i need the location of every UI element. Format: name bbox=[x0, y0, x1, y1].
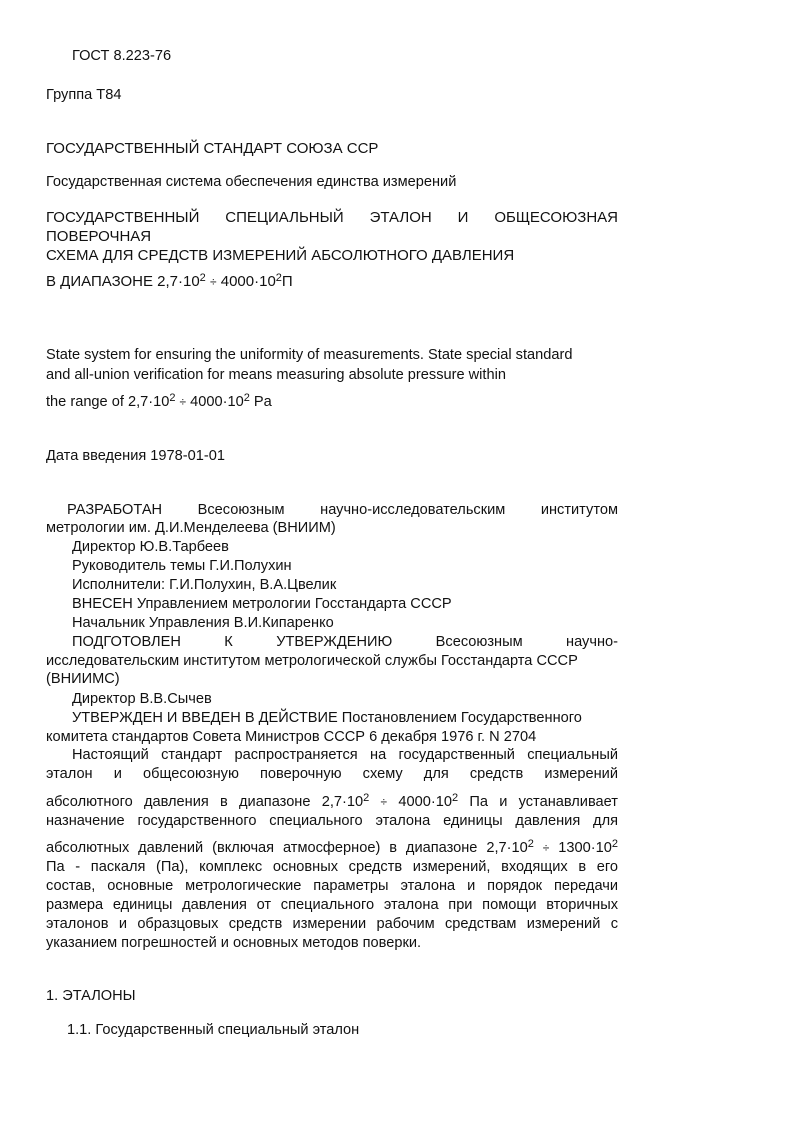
credits-head: Начальник Управления В.И.Кипаренко bbox=[72, 615, 334, 631]
credits-approved-line1: УТВЕРЖДЕН И ВВЕДЕН В ДЕЙСТВИЕ Постановлением Государственного bbox=[72, 710, 582, 726]
exponent: 2 bbox=[611, 838, 618, 850]
range-divider: ÷ bbox=[179, 395, 187, 409]
exponent: 2 bbox=[275, 272, 282, 284]
system-title: Государственная система обеспечения единства измерений bbox=[46, 174, 457, 190]
title-ru-line4 bbox=[46, 272, 618, 292]
scope-line6: Па - паскаля (Па), комплекс основных средств измерений, входящих в его bbox=[46, 859, 618, 875]
credits-lead: Руководитель темы Г.И.Полухин bbox=[72, 558, 292, 574]
scope-line4: назначение государственного специального эталона единицы давления для bbox=[46, 813, 618, 829]
intro-date: Дата введения 1978-01-01 bbox=[46, 448, 225, 464]
credits-approved-line2: комитета стандартов Совета Министров СССР 6 декабря 1976 г. N 2704 bbox=[46, 729, 537, 745]
exponent: 2 bbox=[243, 392, 250, 404]
doc-group: Группа Т84 bbox=[46, 87, 122, 103]
credits-prepared-line1: ПОДГОТОВЛЕН К УТВЕРЖДЕНИЮ Всесоюзным научно- bbox=[72, 634, 618, 650]
scope-line3 bbox=[46, 793, 618, 812]
title-ru-range-start: В ДИАПАЗОНЕ 2,7·10 bbox=[46, 273, 200, 290]
title-en-unit: Pa bbox=[253, 394, 272, 410]
credits-prepared-line3: (ВНИИМС) bbox=[46, 671, 120, 687]
title-en-range-end: 4000·10 bbox=[190, 394, 244, 410]
credits-introduced: ВНЕСЕН Управлением метрологии Госстандарта СССР bbox=[72, 596, 452, 612]
scope-line1: Настоящий стандарт распространяется на государственный специальный bbox=[72, 747, 618, 763]
credits-developed-line1: РАЗРАБОТАН Всесоюзным научно-исследовательским институтом bbox=[67, 502, 618, 518]
scope-range2-start: абсолютных давлений (включая атмосферное) в диапазоне 2,7·10 bbox=[46, 840, 528, 856]
org-title: ГОСУДАРСТВЕННЫЙ СТАНДАРТ СОЮЗА ССР bbox=[46, 140, 379, 157]
exponent: 2 bbox=[199, 272, 206, 284]
scope-range2-end: 1300·10 bbox=[558, 840, 612, 856]
credits-director2: Директор В.В.Сычев bbox=[72, 691, 212, 707]
scope-unit-text: Па и устанавливает bbox=[469, 794, 618, 810]
title-en-line3 bbox=[46, 393, 618, 412]
credits-developed-line2: метрологии им. Д.И.Менделеева (ВНИИМ) bbox=[46, 520, 336, 536]
credits-prepared-line2: исследовательским институтом метрологической службы Госстандарта СССР bbox=[46, 653, 578, 669]
scope-line9: эталонов и образцовых средств измерении рабочим средствам измерений с bbox=[46, 916, 618, 932]
title-ru-line1: ГОСУДАРСТВЕННЫЙ СПЕЦИАЛЬНЫЙ ЭТАЛОН И ОБЩЕСОЮЗНАЯ bbox=[46, 209, 618, 226]
title-en-range-start: the range of 2,7·10 bbox=[46, 394, 170, 410]
range-divider: ÷ bbox=[542, 841, 550, 855]
title-ru-line3: СХЕМА ДЛЯ СРЕДСТВ ИЗМЕРЕНИЙ АБСОЛЮТНОГО ДАВЛЕНИЯ bbox=[46, 247, 515, 264]
section-1-title: 1. ЭТАЛОНЫ bbox=[46, 988, 136, 1004]
scope-line10: указанием погрешностей и основных методов поверки. bbox=[46, 935, 422, 951]
title-ru-line2: ПОВЕРОЧНАЯ bbox=[46, 228, 152, 245]
title-ru-range-end: 4000·10 bbox=[220, 273, 276, 290]
range-divider: ÷ bbox=[380, 795, 388, 809]
credits-director: Директор Ю.В.Тарбеев bbox=[72, 539, 229, 555]
scope-line2: эталон и общесоюзную поверочную схему для средств измерений bbox=[46, 766, 618, 782]
title-ru-unit: П bbox=[281, 273, 293, 290]
scope-line8: размера единицы давления от специального эталона при помощи вторичных bbox=[46, 897, 618, 913]
section-1-1-title: 1.1. Государственный специальный эталон bbox=[67, 1022, 360, 1038]
scope-range-end: 4000·10 bbox=[398, 794, 452, 810]
exponent: 2 bbox=[169, 392, 176, 404]
scope-range-start: абсолютного давления в диапазоне 2,7·10 bbox=[46, 794, 364, 810]
range-divider: ÷ bbox=[209, 275, 217, 289]
doc-code: ГОСТ 8.223-76 bbox=[72, 48, 172, 64]
exponent: 2 bbox=[527, 838, 534, 850]
credits-authors: Исполнители: Г.И.Полухин, В.А.Цвелик bbox=[72, 577, 337, 593]
scope-line5 bbox=[46, 839, 618, 858]
title-en-line2: and all-union verification for means measuring absolute pressure within bbox=[46, 367, 506, 383]
exponent: 2 bbox=[363, 792, 370, 804]
exponent: 2 bbox=[451, 792, 459, 804]
scope-line7: состав, основные метрологические параметры эталона и порядок передачи bbox=[46, 878, 618, 894]
title-en-line1: State system for ensuring the uniformity of measurements. State special standard bbox=[46, 347, 573, 363]
